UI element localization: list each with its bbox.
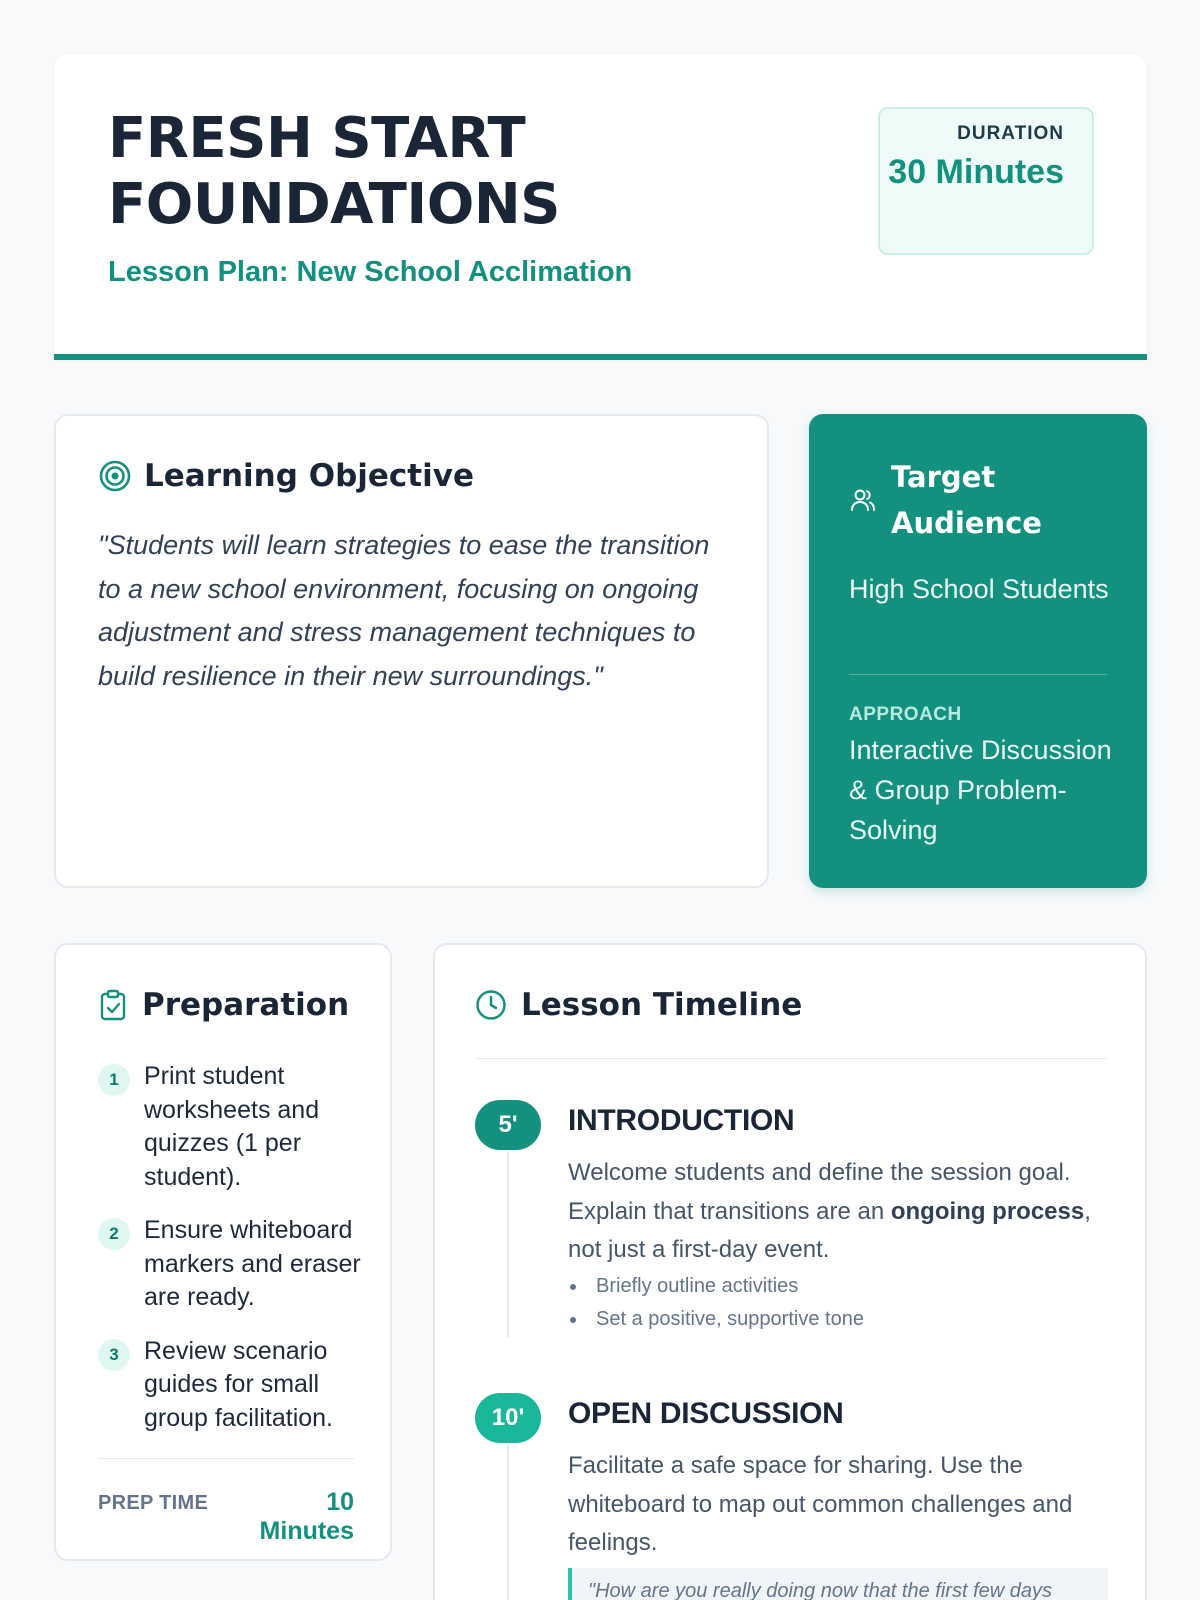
audience-title: Target Audience xyxy=(891,460,1042,540)
list-item xyxy=(98,1060,368,1194)
step-description: Facilitate a safe space for sharing. Use the whiteboard to map out common challenges and feelings. xyxy=(568,1452,1073,1556)
discussion-prompt-quote: "How are you really doing now that the first few days xyxy=(568,1568,1108,1600)
timeline-step xyxy=(475,1393,1107,1600)
learning-objective-card xyxy=(54,414,769,888)
step-number-badge: 3 xyxy=(98,1339,130,1371)
page-subtitle: Lesson Plan: New School Acclimation xyxy=(108,256,633,288)
approach-label: APPROACH xyxy=(849,704,962,725)
list-item: Briefly outline activities xyxy=(568,1270,1098,1303)
timeline-title: Lesson Timeline xyxy=(521,987,803,1023)
step-number-badge: 2 xyxy=(98,1218,130,1250)
step-number-badge: 1 xyxy=(98,1064,130,1096)
list-item: Set a positive, supportive tone xyxy=(568,1303,1098,1336)
list-item xyxy=(98,1214,368,1315)
step-description: Welcome students and define the session goal. Explain that transitions are an ongoing process, not just a first-day event. xyxy=(568,1159,1091,1263)
prep-time-label: PREP TIME xyxy=(98,1492,209,1514)
time-badge: 10' xyxy=(475,1393,541,1443)
time-badge: 5' xyxy=(475,1100,541,1150)
step-bullets xyxy=(568,1270,1098,1336)
preparation-title: Preparation xyxy=(142,987,350,1023)
preparation-card xyxy=(54,943,392,1561)
duration-label: DURATION xyxy=(957,123,1064,144)
timeline-step xyxy=(475,1100,1107,1350)
timeline-connector xyxy=(507,1152,509,1337)
step-description-emphasis: ongoing process xyxy=(890,1197,1085,1225)
audience-value: High School Students xyxy=(849,574,1109,604)
target-icon xyxy=(98,459,132,493)
duration-box xyxy=(878,107,1094,255)
clock-icon xyxy=(475,989,507,1021)
step-title: INTRODUCTION xyxy=(568,1104,795,1137)
timeline-heading xyxy=(475,987,802,1023)
objective-title: Learning Objective xyxy=(144,458,474,494)
audience-heading xyxy=(849,454,1051,546)
users-icon xyxy=(849,486,877,514)
preparation-heading xyxy=(98,987,349,1023)
duration-value: 30 Minutes xyxy=(888,153,1064,191)
timeline-divider xyxy=(475,1058,1107,1059)
lesson-header xyxy=(54,54,1147,360)
list-item-text: Review scenario guides for small group facilitation. xyxy=(144,1336,334,1432)
prep-divider xyxy=(98,1458,354,1459)
list-item xyxy=(98,1335,368,1436)
approach-value: Interactive Discussion & Group Problem-Solving xyxy=(849,735,1112,845)
prep-time-value: 10 Minutes xyxy=(259,1488,354,1545)
target-audience-card xyxy=(809,414,1147,888)
preparation-list xyxy=(98,1060,368,1455)
page-title: FRESH START FOUNDATIONS xyxy=(108,106,561,237)
lesson-timeline-card xyxy=(433,943,1147,1600)
list-item-text: Ensure whiteboard markers and eraser are ready. xyxy=(144,1216,361,1311)
clipboard-check-icon xyxy=(98,989,128,1021)
objective-heading xyxy=(98,458,474,494)
list-item-text: Print student worksheets and quizzes (1 per student). xyxy=(144,1062,320,1191)
audience-divider xyxy=(849,674,1107,675)
step-title: OPEN DISCUSSION xyxy=(568,1397,844,1430)
timeline-connector xyxy=(507,1445,509,1600)
objective-text: "Students will learn strategies to ease the transition to a new school environment, focusing on ongoing adjustment and stress management techniques to build resilience in their new surroundings." xyxy=(98,530,710,691)
